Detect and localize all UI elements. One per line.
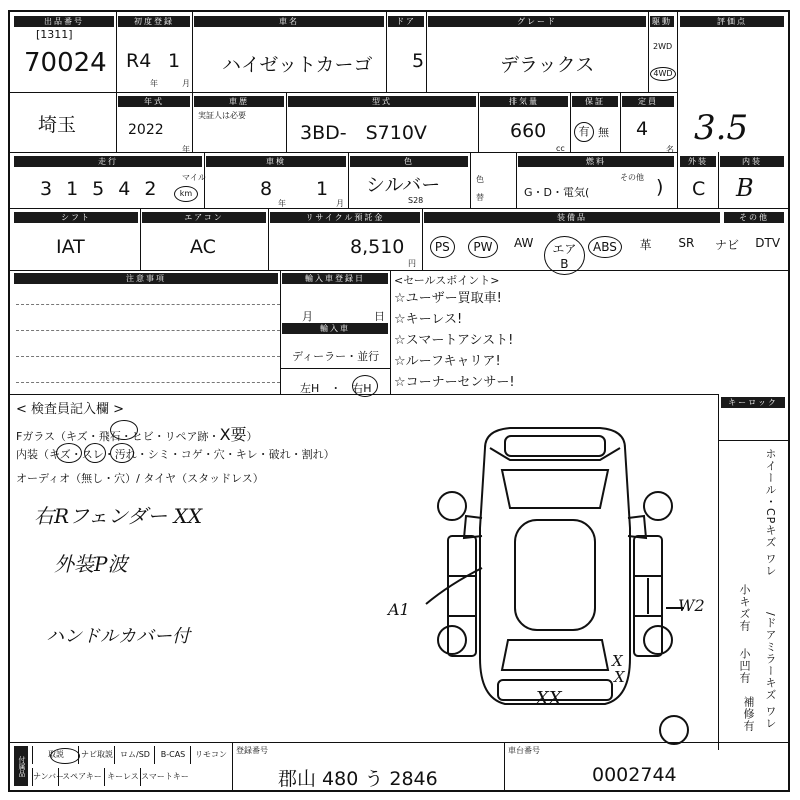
equipment-0 xyxy=(422,236,463,258)
fuel-types: G・D・電気( xyxy=(524,186,590,199)
sales-points xyxy=(394,288,515,393)
mark-scratch-circle xyxy=(56,443,82,463)
vertical-note-b: /ドアミラーキズ ワレ xyxy=(764,612,777,730)
vertical-note-c: 小キズ有 xyxy=(738,584,751,632)
model-year-unit: 年 xyxy=(182,145,190,154)
equipment-7 xyxy=(707,236,748,253)
stock-number: 70024 xyxy=(24,48,107,78)
label-aircon: エアコン xyxy=(142,212,266,223)
label-mileage: 走行 xyxy=(14,156,202,167)
label-first-reg: 初度登録 xyxy=(118,16,190,27)
drive-4wd: 4WD xyxy=(650,67,676,81)
equipment-label: SR xyxy=(678,236,695,250)
label-drive: 駆動 xyxy=(652,17,672,26)
shaken-year-unit: 年 xyxy=(278,199,286,208)
label-recycle: リサイクル預託金 xyxy=(270,212,420,223)
vertical-note-a: ホイール・CPキズ ワレ xyxy=(764,448,777,577)
fuel-close: ) xyxy=(656,176,664,198)
reg-number: 郡山 480 う 2846 xyxy=(278,768,438,790)
manual-circle xyxy=(50,748,80,764)
color: シルバー xyxy=(366,174,441,196)
auction-sheet xyxy=(8,10,790,792)
note-3: ハンドルカバー付 xyxy=(46,626,190,647)
label-model: 型式 xyxy=(288,96,476,107)
vertical-note-d: 小凹有 xyxy=(738,648,751,684)
equipment-label: エアB xyxy=(544,236,585,275)
equipment-label: ABS xyxy=(588,236,622,258)
equipment-label: PW xyxy=(468,236,497,258)
first-reg-year: R4 xyxy=(126,50,152,72)
chassis-label: 車台番号 xyxy=(508,746,540,755)
label-lot: 出品番号 xyxy=(14,16,114,27)
mark-w2: W2 xyxy=(678,596,705,615)
label-exterior: 外装 xyxy=(680,156,716,167)
color-tone-a: 色 xyxy=(476,175,484,184)
lot-number: [1311] xyxy=(36,28,73,41)
inspector-line3: オーディオ（無し・穴）/ タイヤ（スタッドレス） xyxy=(16,472,264,485)
equipment-1 xyxy=(463,236,504,258)
chassis-number: 0002744 xyxy=(592,764,677,786)
accessory-item: ナンバー xyxy=(32,768,59,786)
accessory-item: ロム/SD xyxy=(114,746,155,764)
import-type: ディーラー・並行 xyxy=(292,350,380,363)
equipment-list xyxy=(422,226,788,272)
transmission: IAT xyxy=(56,236,85,258)
sales-point: ☆コーナーセンサー! xyxy=(394,375,515,390)
odometer: 31542 xyxy=(40,178,171,200)
equipment-6 xyxy=(666,236,707,250)
accessory-item: スマートキー xyxy=(140,768,187,786)
line1-prefix: Fガラス（キズ・飛石・ヒビ・リペア跡・ xyxy=(16,430,220,443)
label-fuel-type: 燃料 xyxy=(518,156,674,167)
label-score: 評価点 xyxy=(680,16,784,27)
equipment-4 xyxy=(585,236,626,258)
label-doors: ドア xyxy=(388,16,424,27)
mark-x2: X xyxy=(614,668,625,686)
label-accessories: 付属品 xyxy=(14,746,28,786)
km-label: km xyxy=(174,186,198,202)
note-1: 右Rフェンダー XX xyxy=(34,504,203,528)
inspector-line2: 内装（キズ・スレ・汚れ・シミ・コゲ・穴・キレ・破れ・割れ） xyxy=(16,448,335,461)
capacity: 4 xyxy=(636,118,649,140)
line1-suffix: ） xyxy=(246,430,258,443)
recycle-unit: 円 xyxy=(408,259,416,268)
equipment-2 xyxy=(503,236,544,250)
inspector-title: < 検査員記入欄 > xyxy=(16,402,125,417)
mark-xx: XX xyxy=(536,688,562,709)
equipment-label: PS xyxy=(430,236,455,258)
equipment-label: DTV xyxy=(755,236,781,250)
label-shaken: 車検 xyxy=(206,156,346,167)
handle: 左H ・ 右H xyxy=(300,382,372,395)
accessory-item: 取説 xyxy=(32,746,79,764)
mark-dirt-circle xyxy=(110,443,134,463)
label-grade: グレード xyxy=(428,16,646,27)
inspection-note: 実証人は必要 xyxy=(198,111,246,120)
label-other: その他 xyxy=(724,212,784,223)
mark-x1: X xyxy=(612,652,623,670)
exterior-grade: C xyxy=(692,178,706,200)
capacity-unit: 名 xyxy=(666,145,674,154)
date-month: 月 xyxy=(302,310,313,323)
shaken-year: 8 xyxy=(260,178,273,200)
sales-point: ☆スマートアシスト! xyxy=(394,333,514,348)
equipment-label: AW xyxy=(513,236,534,250)
recycle-fee: 8,510 xyxy=(350,236,405,258)
key-label: キーロック xyxy=(721,397,785,408)
accessory-item: キーレス xyxy=(104,768,141,786)
doors: 5 xyxy=(412,50,425,72)
equipment-label: ナビ xyxy=(714,238,739,252)
sales-point: ☆ルーフキャリア! xyxy=(394,354,501,369)
label-date: 輸入車登録日 xyxy=(282,273,388,284)
shaken-month: 1 xyxy=(316,178,329,200)
color-tone-b: 替 xyxy=(476,193,484,202)
shaken-month-unit: 月 xyxy=(336,199,344,208)
warranty-yes: 有 xyxy=(574,122,594,142)
warranty-no: 無 xyxy=(598,126,609,139)
label-car-name: 車名 xyxy=(194,16,384,27)
label-interior: 内装 xyxy=(720,156,784,167)
label-cc: 排気量 xyxy=(480,96,568,107)
score-value: 3.5 xyxy=(694,108,749,148)
mark-chip-circle xyxy=(110,420,138,440)
accessory-item: スペアキー xyxy=(58,768,105,786)
grade: デラックス xyxy=(500,54,595,76)
label-year: 年式 xyxy=(118,96,190,107)
cc-unit: cc xyxy=(556,144,565,153)
note-2: 外装P波 xyxy=(54,552,128,576)
label-color: 色 xyxy=(350,156,468,167)
sales-point: ☆ユーザー買取車! xyxy=(394,291,502,306)
label-equipment: 装備品 xyxy=(424,212,720,223)
drive-2wd: 2WD xyxy=(653,42,673,51)
sales-points-title: <セールスポイント> xyxy=(394,274,500,287)
label-notice: 注意事項 xyxy=(14,273,278,284)
equipment-5 xyxy=(625,236,666,253)
sales-point: ☆キーレス! xyxy=(394,312,463,327)
mark-a1: A1 xyxy=(388,600,410,619)
month-unit: 月 xyxy=(182,79,190,88)
first-reg-month: 1 xyxy=(168,50,181,72)
aircon: AC xyxy=(190,236,216,258)
year-unit: 年 xyxy=(150,79,158,88)
interior-grade: B xyxy=(736,174,754,202)
region: 埼玉 xyxy=(38,114,77,136)
accessory-item: リモコン xyxy=(190,746,231,764)
equipment-8 xyxy=(747,236,788,250)
fuel-other: その他 xyxy=(620,173,644,182)
model-year: 2022 xyxy=(128,122,164,138)
color-code: S28 xyxy=(408,196,424,205)
label-history: 車歴 xyxy=(194,96,284,107)
model-code: 3BD- S710V xyxy=(300,122,427,144)
import-label: 輸入車 xyxy=(282,323,388,334)
vertical-note-e: 補修有 xyxy=(742,696,755,732)
label-capacity: 定員 xyxy=(622,96,674,107)
accessory-item: ナビ取説 xyxy=(78,746,115,764)
label-shift: シフト xyxy=(14,212,138,223)
displacement: 660 xyxy=(510,120,547,142)
mark-rub-circle xyxy=(84,443,106,463)
model-name: ハイゼットカーゴ xyxy=(222,54,373,76)
label-fuel: 保証 xyxy=(572,96,618,107)
line1-mark: X要 xyxy=(219,425,247,444)
date-day: 日 xyxy=(374,310,385,323)
equipment-label: 革 xyxy=(639,238,652,252)
accessory-item: B-CAS xyxy=(154,746,191,764)
mile-label: マイル xyxy=(182,173,206,182)
reg-label: 登録番号 xyxy=(236,746,268,755)
